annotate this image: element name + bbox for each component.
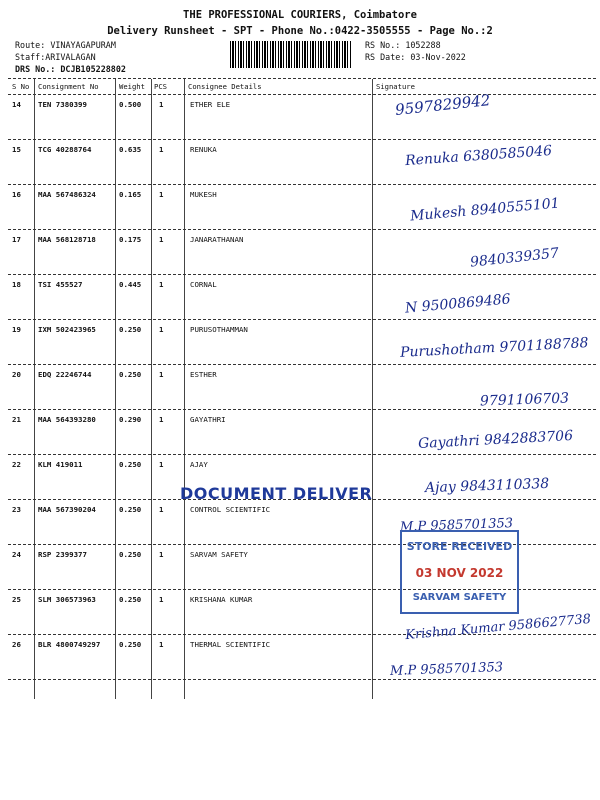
row-divider xyxy=(8,319,596,320)
row-consignment-no: MAA 567390204 xyxy=(38,505,96,514)
row-divider xyxy=(8,139,596,140)
row-consignee: GAYATHRI xyxy=(190,415,226,424)
row-consignment-no: TSI 455527 xyxy=(38,280,83,289)
col-consignee: Consignee Details xyxy=(188,82,262,91)
row-pcs: 1 xyxy=(159,640,164,649)
company-title: THE PROFESSIONAL COURIERS, Coimbatore xyxy=(183,9,417,21)
row-sno: 23 xyxy=(12,505,21,514)
row-consignee: MUKESH xyxy=(190,190,217,199)
row-sno: 21 xyxy=(12,415,21,424)
row-consignment-no: MAA 568128718 xyxy=(38,235,96,244)
col-signature: Signature xyxy=(376,82,415,91)
row-consignee: ETHER ELE xyxy=(190,100,231,109)
staff-value: ARIVALAGAN xyxy=(45,52,96,62)
row-pcs: 1 xyxy=(159,325,164,334)
header-bottom-rule xyxy=(8,94,596,95)
col-divider xyxy=(184,79,185,699)
signature-25: Krishna Kumar 9586627738 xyxy=(404,611,592,644)
row-consignment-no: SLM 306573963 xyxy=(38,595,96,604)
col-weight: Weight xyxy=(119,82,145,91)
row-consignment-no: MAA 564393280 xyxy=(38,415,96,424)
row-consignee: KRISHANA KUMAR xyxy=(190,595,253,604)
row-consignee: AJAY xyxy=(190,460,208,469)
route-line xyxy=(15,40,116,50)
row-pcs: 1 xyxy=(159,595,164,604)
col-divider xyxy=(151,79,152,699)
signature-23: M.P 9585701353 xyxy=(399,516,514,535)
col-consignment: Consignment No xyxy=(38,82,99,91)
col-pcs: PCS xyxy=(154,82,167,91)
row-sno: 17 xyxy=(12,235,21,244)
row-consignment-no: KLM 419011 xyxy=(38,460,83,469)
row-consignment-no: MAA 567486324 xyxy=(38,190,96,199)
row-sno: 20 xyxy=(12,370,21,379)
row-consignee: THERMAL SCIENTIFIC xyxy=(190,640,271,649)
row-weight: 0.250 xyxy=(119,550,142,559)
rs-no-line xyxy=(365,40,441,50)
row-consignee: ESTHER xyxy=(190,370,217,379)
route-label: Route: xyxy=(15,40,46,50)
store-received-date: 03 NOV 2022 xyxy=(415,566,504,580)
drs-line xyxy=(15,64,126,74)
row-pcs: 1 xyxy=(159,415,164,424)
row-consignment-no: EDQ 22246744 xyxy=(38,370,92,379)
row-divider xyxy=(8,454,596,455)
runsheet-subtitle: Delivery Runsheet - SPT - Phone No.:0422-3505555 - Page No.:2 xyxy=(107,25,493,37)
signature-20: 9791106703 xyxy=(479,390,570,410)
row-weight: 0.635 xyxy=(119,145,142,154)
row-weight: 0.250 xyxy=(119,460,142,469)
row-weight: 0.445 xyxy=(119,280,142,289)
row-consignee: RENUKA xyxy=(190,145,217,154)
row-divider xyxy=(8,229,596,230)
signature-14: 9597829942 xyxy=(394,91,492,119)
staff-line xyxy=(15,52,96,62)
row-sno: 16 xyxy=(12,190,21,199)
signature-22: Ajay 9843110338 xyxy=(424,475,550,497)
rs-date-value: 03-Nov-2022 xyxy=(410,52,466,62)
route-value: VINAYAGAPURAM xyxy=(50,40,116,50)
col-divider xyxy=(34,79,35,699)
signature-15: Renuka 6380585046 xyxy=(404,142,553,170)
row-pcs: 1 xyxy=(159,145,164,154)
row-pcs: 1 xyxy=(159,100,164,109)
row-consignee: CORNAL xyxy=(190,280,217,289)
rs-no-value: 1052288 xyxy=(405,40,441,50)
drs-label: DRS No.: xyxy=(15,64,56,74)
signature-21: Gayathri 9842883706 xyxy=(417,427,574,453)
row-weight: 0.250 xyxy=(119,370,142,379)
signature-16: Mukesh 8940555101 xyxy=(409,195,561,225)
row-sno: 24 xyxy=(12,550,21,559)
row-weight: 0.290 xyxy=(119,415,142,424)
row-weight: 0.250 xyxy=(119,505,142,514)
row-sno: 15 xyxy=(12,145,21,154)
signature-19: Purushotham 9701188788 xyxy=(399,335,589,361)
row-pcs: 1 xyxy=(159,550,164,559)
signature-18: N 9500869486 xyxy=(404,291,512,317)
row-consignment-no: TEN 7380399 xyxy=(38,100,87,109)
document-delivered-stamp: DOCUMENT DELIVER xyxy=(180,484,373,503)
row-consignment-no: BLR 4800749297 xyxy=(38,640,101,649)
rs-date-line xyxy=(365,52,466,62)
signature-17: 9840339357 xyxy=(469,245,560,271)
row-sno: 19 xyxy=(12,325,21,334)
store-received-company: SARVAM SAFETY xyxy=(412,592,507,603)
row-sno: 18 xyxy=(12,280,21,289)
row-sno: 25 xyxy=(12,595,21,604)
col-divider xyxy=(372,79,373,699)
row-divider xyxy=(8,274,596,275)
rs-no-label: RS No.: xyxy=(365,40,401,50)
row-pcs: 1 xyxy=(159,505,164,514)
row-divider xyxy=(8,364,596,365)
row-pcs: 1 xyxy=(159,190,164,199)
row-weight: 0.250 xyxy=(119,640,142,649)
row-divider xyxy=(8,679,596,680)
store-received-stamp xyxy=(400,530,519,614)
row-consignment-no: TCG 40288764 xyxy=(38,145,92,154)
col-sno: S No xyxy=(12,82,30,91)
rs-date-label: RS Date: xyxy=(365,52,406,62)
row-consignee: PURUSOTHAMMAN xyxy=(190,325,248,334)
store-received-label: STORE RECEIVED xyxy=(406,540,513,553)
signature-26: M.P 9585701353 xyxy=(389,660,504,679)
row-consignment-no: RSP 2399377 xyxy=(38,550,87,559)
row-weight: 0.175 xyxy=(119,235,142,244)
row-weight: 0.250 xyxy=(119,325,142,334)
row-weight: 0.500 xyxy=(119,100,142,109)
row-sno: 26 xyxy=(12,640,21,649)
row-pcs: 1 xyxy=(159,460,164,469)
row-consignee: JANARATHANAN xyxy=(190,235,244,244)
row-weight: 0.250 xyxy=(119,595,142,604)
row-pcs: 1 xyxy=(159,235,164,244)
barcode xyxy=(230,41,352,68)
row-consignee: CONTROL SCIENTIFIC xyxy=(190,505,271,514)
header-top-rule xyxy=(8,78,596,79)
row-sno: 22 xyxy=(12,460,21,469)
staff-label: Staff: xyxy=(15,52,46,62)
row-sno: 14 xyxy=(12,100,21,109)
row-divider xyxy=(8,409,596,410)
row-pcs: 1 xyxy=(159,280,164,289)
drs-value: DCJB105228802 xyxy=(60,64,126,74)
row-pcs: 1 xyxy=(159,370,164,379)
row-divider xyxy=(8,184,596,185)
col-divider xyxy=(115,79,116,699)
row-consignment-no: IXM 502423965 xyxy=(38,325,96,334)
row-weight: 0.165 xyxy=(119,190,142,199)
row-consignee: SARVAM SAFETY xyxy=(190,550,248,559)
